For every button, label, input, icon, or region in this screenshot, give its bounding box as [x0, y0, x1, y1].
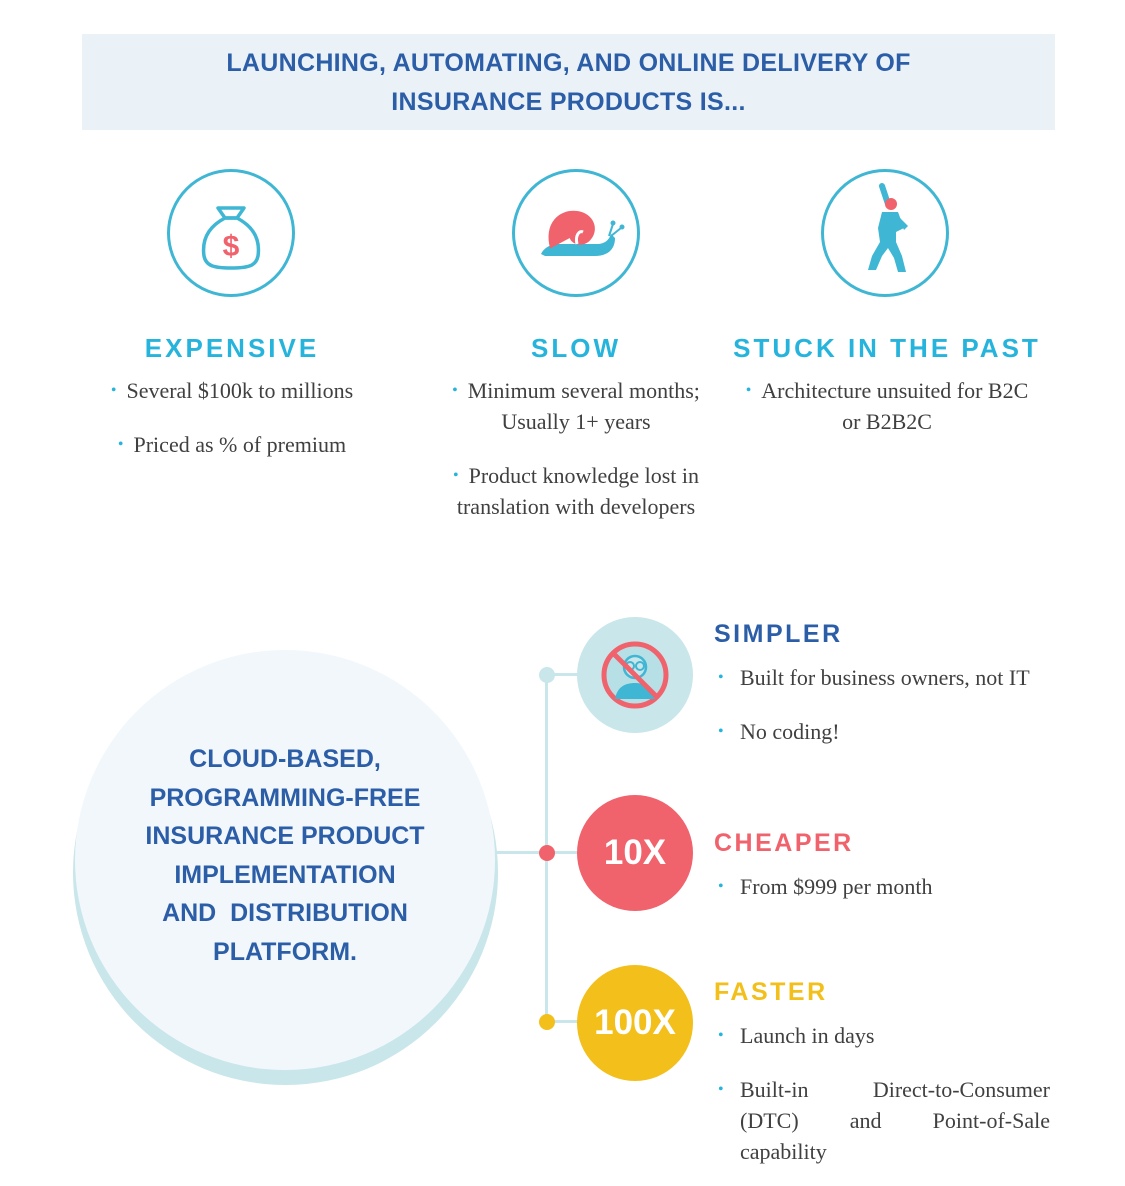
node-faster	[539, 1014, 555, 1030]
cheaper-bullet-1: • From $999 per month	[714, 871, 1050, 902]
simpler-list	[714, 662, 1050, 747]
money-bag-icon	[167, 169, 295, 297]
simpler-bullet-2: • No coding!	[714, 716, 1050, 747]
slow-bullet-1: • Minimum several months; Usually 1+ years	[452, 378, 700, 434]
simpler-title: SIMPLER	[714, 620, 843, 648]
node-simpler	[539, 667, 555, 683]
faster-bullet-2: • Built-in Direct-to-Consumer (DTC) and Point-of-Sale capability	[714, 1074, 1050, 1167]
stuck-bullet-1: • Architecture unsuited for B2C or B2B2C	[745, 378, 1029, 434]
node-cheaper	[539, 845, 555, 861]
svg-text:$: $	[222, 230, 240, 263]
platform-line-4: IMPLEMENTATION	[174, 860, 396, 889]
faster-title: FASTER	[714, 978, 828, 1006]
slow-bullet-2: • Product knowledge lost in translation with developers	[453, 463, 699, 519]
header-banner	[82, 34, 1055, 130]
faster-bullet-1: • Launch in days	[714, 1020, 1050, 1051]
cheaper-title: CHEAPER	[714, 829, 854, 857]
slow-title: SLOW	[531, 333, 621, 363]
faster-badge: 100X	[577, 965, 693, 1081]
platform-line-1: CLOUD-BASED,	[189, 745, 381, 773]
expensive-title: EXPENSIVE	[144, 333, 320, 363]
platform-line-5: AND DISTRIBUTION	[162, 899, 408, 927]
platform-line-2: PROGRAMMING-FREE	[149, 783, 421, 812]
header-title	[82, 44, 1055, 122]
expensive-bullet-1: • Several $100k to millions	[110, 378, 354, 403]
faster-list	[714, 1020, 1050, 1167]
stuck-title: STUCK IN THE PAST	[733, 333, 1041, 363]
no-programmer-icon	[577, 617, 693, 733]
platform-line-6: PLATFORM.	[213, 937, 357, 966]
cheaper-badge: 10X	[577, 795, 693, 911]
header-title-line-2: INSURANCE PRODUCTS IS...	[391, 88, 746, 116]
simpler-bullet-1: • Built for business owners, not IT	[714, 662, 1050, 693]
snail-icon	[512, 169, 640, 297]
disco-dancer-icon	[821, 169, 949, 297]
cheaper-list	[714, 871, 1050, 902]
header-title-line-1: LAUNCHING, AUTOMATING, AND ONLINE DELIVERY OF	[226, 49, 911, 77]
platform-text	[95, 740, 475, 971]
expensive-bullet-2: • Priced as % of premium	[117, 432, 347, 457]
platform-line-3: INSURANCE PRODUCT	[145, 822, 425, 850]
